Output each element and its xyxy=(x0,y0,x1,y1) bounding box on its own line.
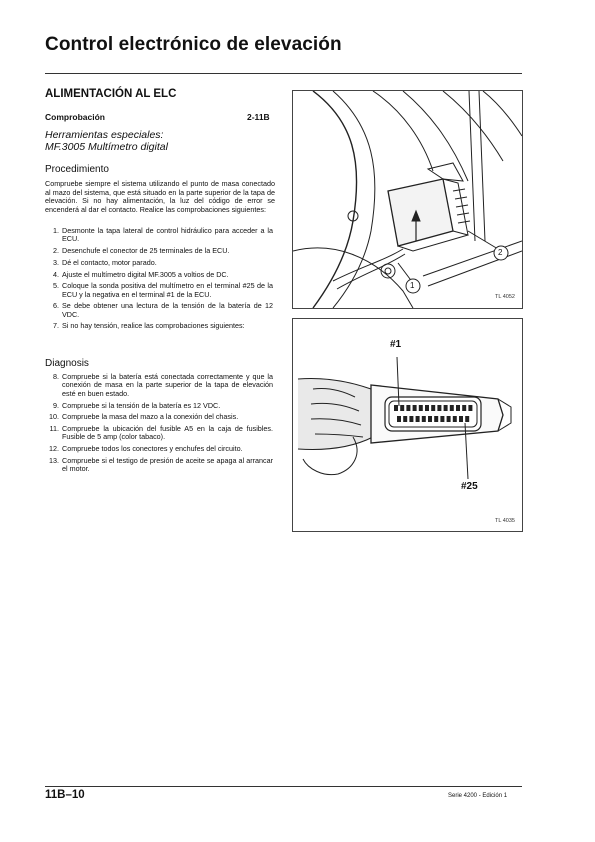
procedure-heading: Procedimiento xyxy=(45,164,109,175)
procedure-step: 1. Desmonte la tapa lateral de control hidráulico para acceder a la ECU. xyxy=(53,226,273,244)
connector-pin xyxy=(428,416,432,422)
ecu-location-drawing xyxy=(293,91,522,308)
connector-pin xyxy=(400,405,404,411)
connector-pin xyxy=(462,405,466,411)
connector-pin xyxy=(416,416,420,422)
edition-label: Serie 4200 - Edición 1 xyxy=(448,793,508,799)
connector-pin xyxy=(456,405,460,411)
page-number: 11B–10 xyxy=(45,789,85,801)
diagnosis-step: 9. Compruebe si la tensión de la batería es 12 VDC. xyxy=(53,400,221,410)
callout-2: 2 xyxy=(498,248,503,257)
connector-pin xyxy=(447,416,451,422)
footer-rule xyxy=(45,786,522,787)
connector-pin xyxy=(403,416,407,422)
connector-drawing xyxy=(293,319,522,531)
figure1-code: TL 4052 xyxy=(495,294,515,300)
header-rule xyxy=(45,73,522,74)
connector-pin xyxy=(459,416,463,422)
procedure-step: 3. Dé el contacto, motor parado. xyxy=(53,257,157,267)
connector-pin xyxy=(450,405,454,411)
diagnosis-step: 13. Compruebe si el testigo de presión de aceite se apaga al arrancar el motor. xyxy=(49,455,273,474)
connector-pin xyxy=(425,405,429,411)
procedure-intro: Compruebe siempre el sistema utilizando el punto de masa conectado al mazo del sistema, que está situado en la parte superior de la tapa de elevación. Si no hay alimentación, la luz del código de error se encenderá al dar el contacto. Realice las comprobaciones siguientes: xyxy=(45,179,275,214)
connector-pin xyxy=(422,416,426,422)
diagnosis-heading: Diagnosis xyxy=(45,358,89,369)
connector-pin xyxy=(465,416,469,422)
diagnosis-steps xyxy=(45,373,273,477)
connector-pin xyxy=(468,405,472,411)
section-code: 2-11B xyxy=(247,112,270,122)
connector-pin xyxy=(444,405,448,411)
diagnosis-step: 12. Compruebe todos los conectores y enchufes del circuito. xyxy=(49,444,243,454)
connector-pin xyxy=(440,416,444,422)
connector-pin xyxy=(434,416,438,422)
diagnosis-step: 10. Compruebe la masa del mazo a la conexión del chasis. xyxy=(49,412,239,422)
procedure-step: 6. Se debe obtener una lectura de la tensión de la batería de 12 VDC. xyxy=(53,301,273,319)
connector-pin xyxy=(394,405,398,411)
figure-ecu-location xyxy=(292,90,523,309)
section-subtitle: Comprobación xyxy=(45,112,105,122)
connector-pin xyxy=(419,405,423,411)
diagnosis-step: 11. Compruebe la ubicación del fusible A5 en la caja de fusibles. Fusible de 5 amp (color tabaco). xyxy=(49,423,273,442)
procedure-step: 7. Si no hay tensión, realice las comprobaciones siguientes: xyxy=(53,321,245,331)
connector-pin xyxy=(431,405,435,411)
callout-1: 1 xyxy=(410,281,415,290)
connector-pin xyxy=(437,405,441,411)
label-pin-25: #25 xyxy=(461,481,478,492)
procedure-step: 2. Desenchufe el conector de 25 terminales de la ECU. xyxy=(53,246,230,256)
connector-pin xyxy=(409,416,413,422)
page-title: Control electrónico de elevación xyxy=(45,34,342,55)
section-title: ALIMENTACIÓN AL ELC xyxy=(45,88,177,100)
procedure-step: 5. Coloque la sonda positiva del multímetro en el terminal #25 de la ECU y la negativa en el terminal #1 de la ECU. xyxy=(53,281,273,299)
figure-connector xyxy=(292,318,523,532)
tools-value: MF.3005 Multímetro digital xyxy=(45,141,168,153)
label-pin-1: #1 xyxy=(390,339,402,350)
diagnosis-step: 8. Compruebe si la batería está conectada correctamente y que la conexión de masa en la parte superior de la tapa de elevación esté en buen estado. xyxy=(53,372,273,398)
procedure-steps xyxy=(45,227,273,334)
tools-heading: Herramientas especiales: xyxy=(45,129,164,141)
connector-pin xyxy=(453,416,457,422)
figure2-code: TL 4035 xyxy=(495,518,515,524)
connector-pin xyxy=(413,405,417,411)
procedure-step: 4. Ajuste el multímetro digital MF.3005 a voltios de DC. xyxy=(53,269,229,279)
connector-pin xyxy=(397,416,401,422)
connector-pin xyxy=(406,405,410,411)
